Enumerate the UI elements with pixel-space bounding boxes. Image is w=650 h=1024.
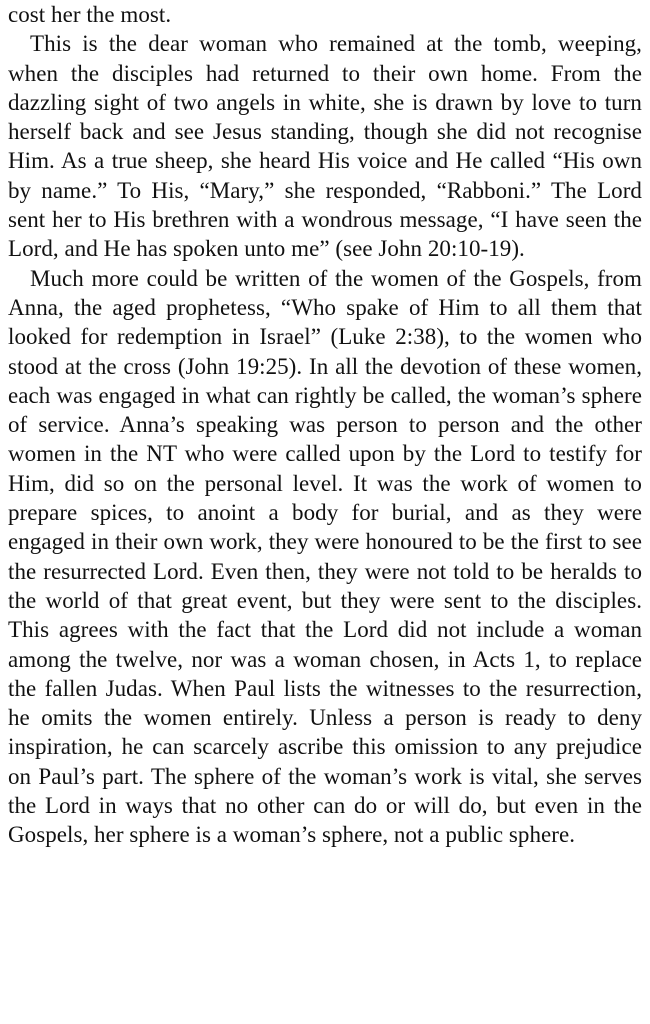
paragraph-continuation: cost her the most. [8,2,172,27]
paragraph-women-of-gospels: Much more could be written of the women of the Gospels, from Anna, the aged prophetess, “Who spake of Him to all them that looked for redemption in Israel” (Luke 2:38), to the women who stood at the cross (John 19:25). In all the devotion of these women, each was engaged in what can rightly be called, the woman’s sphere of service. Anna’s speaking was person to person and the other women in the NT who were called upon by the Lord to testify for Him, did so on the personal level. It was the work of women to prepare spices, to anoint a body for burial, and as they were engaged in their own work, they were honoured to be the first to see the resurrected Lord. Even then, they were not told to be heralds to the world of that great event, but they were sent to the disciples. This agrees with the fact that the Lord did not include a woman among the twelve, nor was a woman chosen, in Acts 1, to replace the fallen Judas. When Paul lists the witnesses to the resurrection, he omits the women entirely. Unless a person is ready to deny inspiration, he can scarcely ascribe this omission to any prejudice on Paul’s part. The sphere of the woman’s work is vital, she serves the Lord in ways that no other can do or will do, but even in the Gospels, her sphere is a woman’s sphere, not a public sphere. [8,265,642,848]
paragraph-mary-at-tomb: This is the dear woman who remained at the tomb, weeping, when the disciples had returned to their own home. From the dazzling sight of two angels in white, she is drawn by love to turn herself back and see Jesus standing, though she did not recognise Him. As a true sheep, she heard His voice and He called “His own by name.” To His, “Mary,” she responded, “Rabboni.” The Lord sent her to His brethren with a wondrous message, “I have seen the Lord, and He has spoken unto me” (see John 20:10-19). [8,31,642,262]
document-page [8,0,642,850]
